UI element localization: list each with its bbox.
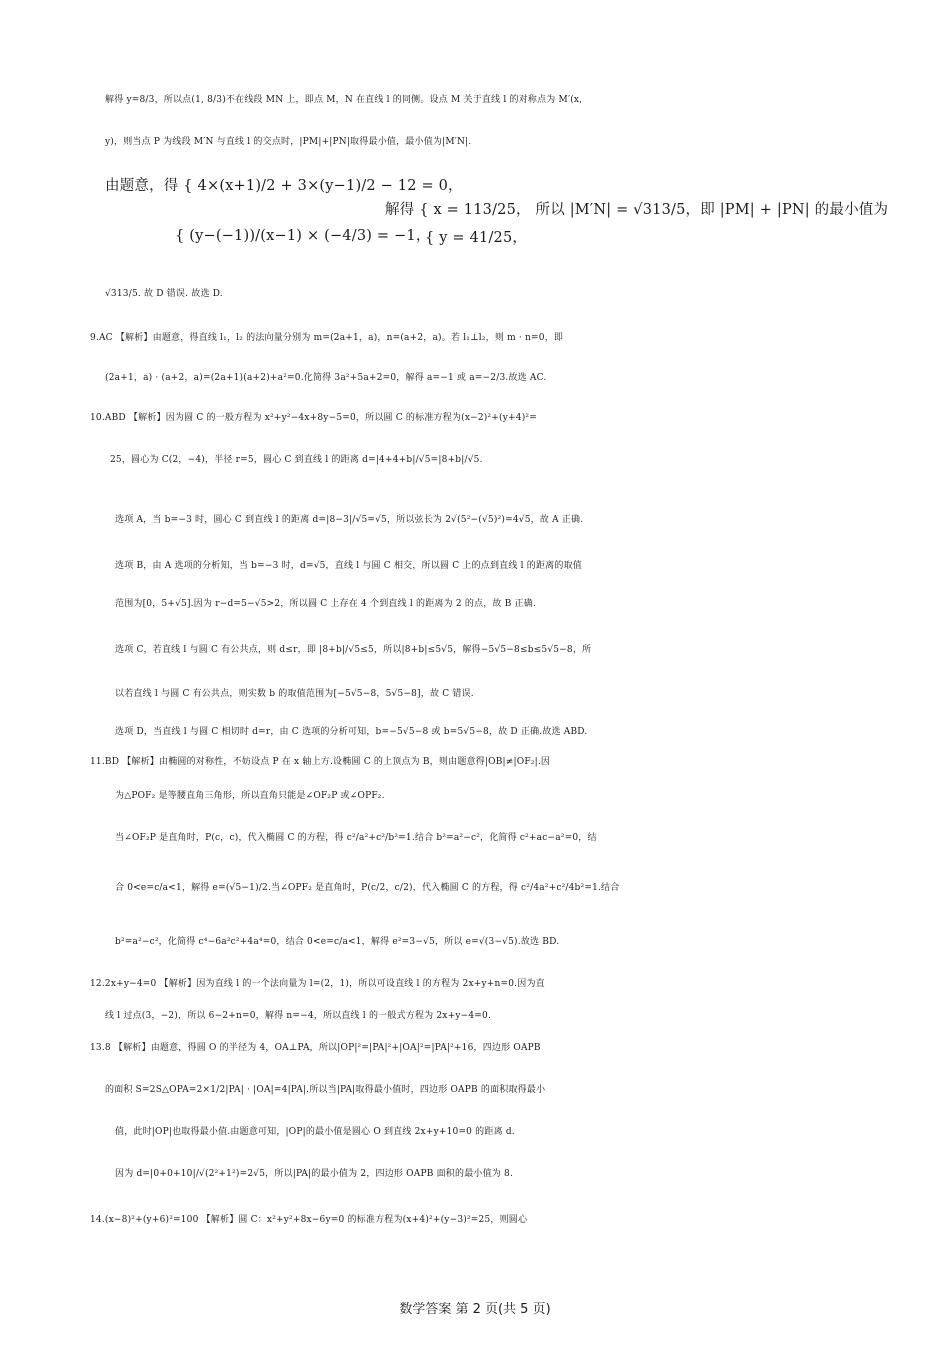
- equation-solution-line: 解得 { x = 113/25， 所以 |M′N| = √313/5，即 |PM| + |PN| 的最小值为: [385, 202, 889, 218]
- answer-13-line: 的面积 S=2S△OPA=2×1/2|PA| · |OA|=4|PA|.所以当|PA|取得最小值时，四边形 OAPB 的面积取得最小: [105, 1085, 546, 1095]
- answer-9-line: (2a+1，a) · (a+2，a)=(2a+1)(a+2)+a²=0.化简得 3a²+5a+2=0，解得 a=−1 或 a=−2/3.故选 AC.: [105, 373, 547, 383]
- answer-10-line: 25，圆心为 C(2，−4)，半径 r=5，圆心 C 到直线 l 的距离 d=|4+4+b|/√5=|8+b|/√5.: [110, 455, 483, 465]
- answer-11-line: 11.BD 【解析】由椭圆的对称性，不妨设点 P 在 x 轴上方.设椭圆 C 的上顶点为 B，则由题意得|OB|≠|OF₂|.因: [90, 757, 551, 767]
- answer-12-line: 线 l 过点(3，−2)，所以 6−2+n=0，解得 n=−4，所以直线 l 的一般式方程为 2x+y−4=0.: [105, 1011, 492, 1021]
- answer-9-line: 9.AC 【解析】由题意，得直线 l₁，l₂ 的法向量分别为 m=(2a+1，a)，n=(a+2，a)。若 l₁⊥l₂，则 m · n=0，即: [90, 333, 564, 343]
- answer-10-line: 选项 C，若直线 l 与圆 C 有公共点，则 d≤r，即 |8+b|/√5≤5，所以|8+b|≤5√5，解得−5√5−8≤b≤5√5−8，所: [115, 645, 592, 655]
- solution-line: √313/5. 故 D 错误. 故选 D.: [105, 289, 223, 299]
- page-footer: 数学答案 第 2 页(共 5 页): [399, 1302, 551, 1317]
- answer-10-line: 选项 D，当直线 l 与圆 C 相切时 d=r，由 C 选项的分析可知，b=−5√5−8 或 b=5√5−8，故 D 正确.故选 ABD.: [115, 727, 588, 737]
- answer-10-line: 以若直线 l 与圆 C 有公共点，则实数 b 的取值范围为[−5√5−8，5√5−8]，故 C 错误.: [115, 689, 474, 699]
- answer-10-line: 范围为[0，5+√5].因为 r−d=5−√5>2，所以圆 C 上存在 4 个到直线 l 的距离为 2 的点，故 B 正确.: [115, 599, 537, 609]
- equation-system-line: { (y−(−1))/(x−1) × (−4/3) = −1，: [175, 228, 431, 244]
- answer-14-line: 14.(x−8)²+(y+6)²=100 【解析】圆 C：x²+y²+8x−6y=0 的标准方程为(x+4)²+(y−3)²=25，则圆心: [90, 1215, 528, 1225]
- answer-13-line: 13.8 【解析】由题意，得圆 O 的半径为 4，OA⊥PA，所以|OP|²=|PA|²+|OA|²=|PA|²+16，四边形 OAPB: [90, 1043, 541, 1053]
- solution-line: y)，则当点 P 为线段 M′N 与直线 l 的交点时，|PM|+|PN|取得最小值，最小值为|M′N|.: [105, 137, 472, 147]
- answer-11-line: 当∠OF₂P 是直角时，P(c，c)，代入椭圆 C 的方程，得 c²/a²+c²/b²=1.结合 b²=a²−c²，化简得 c²+ac−a²=0，结: [115, 833, 597, 843]
- answer-11-line: 合 0<e=c/a<1，解得 e=(√5−1)/2.当∠OPF₂ 是直角时，P(c/2，c/2)，代入椭圆 C 的方程，得 c²/4a²+c²/4b²=1.结合: [115, 883, 620, 893]
- answer-10-line: 10.ABD 【解析】因为圆 C 的一般方程为 x²+y²−4x+8y−5=0，所以圆 C 的标准方程为(x−2)²+(y+4)²=: [90, 413, 537, 423]
- equation-solution-line: { y = 41/25，: [425, 230, 528, 246]
- answer-13-line: 因为 d=|0+0+10|/√(2²+1²)=2√5，所以|PA|的最小值为 2，四边形 OAPB 面积的最小值为 8.: [115, 1169, 514, 1179]
- answer-11-line: 为△POF₂ 是等腰直角三角形，所以直角只能是∠OF₂P 或∠OPF₂.: [115, 791, 385, 801]
- answer-11-line: b²=a²−c²，化简得 c⁴−6a²c²+4a⁴=0，结合 0<e=c/a<1，解得 e²=3−√5，所以 e=√(3−√5).故选 BD.: [115, 937, 560, 947]
- answer-10-line: 选项 A，当 b=−3 时，圆心 C 到直线 l 的距离 d=|8−3|/√5=√5，所以弦长为 2√(5²−(√5)²)=4√5，故 A 正确.: [115, 515, 584, 525]
- answer-10-line: 选项 B，由 A 选项的分析知，当 b=−3 时，d=√5，直线 l 与圆 C 相交，所以圆 C 上的点到直线 l 的距离的取值: [115, 561, 582, 571]
- answer-12-line: 12.2x+y−4=0 【解析】因为直线 l 的一个法向量为 l=(2，1)，所以可设直线 l 的方程为 2x+y+n=0.因为直: [90, 979, 545, 989]
- solution-line: 解得 y=8/3，所以点(1, 8/3)不在线段 MN 上，即点 M，N 在直线 l 的同侧。设点 M 关于直线 l 的对称点为 M′(x,: [105, 95, 583, 105]
- equation-system-line: 由题意，得 { 4×(x+1)/2 + 3×(y−1)/2 − 12 = 0，: [105, 178, 463, 194]
- answer-13-line: 值，此时|OP|也取得最小值.由题意可知，|OP|的最小值是圆心 O 到直线 2x+y+10=0 的距离 d.: [115, 1127, 515, 1137]
